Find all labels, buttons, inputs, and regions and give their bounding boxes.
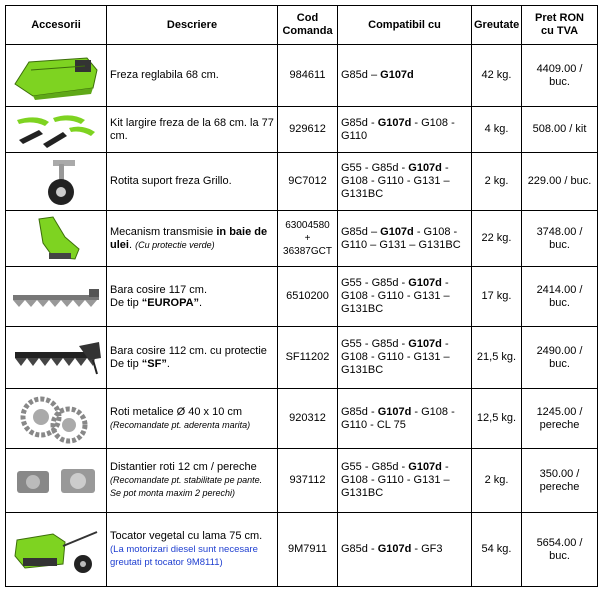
row-price: 229.00 / buc. (522, 153, 598, 211)
header-row (6, 6, 598, 45)
row-weight: 42 kg. (472, 45, 522, 107)
header-pret: Pret RON cu TVA (522, 6, 598, 45)
header-descriere: Descriere (107, 6, 278, 45)
table-row (6, 107, 598, 153)
header-cod: Cod Comanda (278, 6, 338, 45)
table-row (6, 267, 598, 327)
row-compatibility: G55 - G85d - G107d - G108 - G110 - G131 – G131BC (338, 153, 472, 211)
row-compatibility: G85d – G107d (338, 45, 472, 107)
row-code: SF11202 (278, 327, 338, 389)
row-description: Mecanism transmisie in baie de ulei. (Cu protectie verde) (107, 211, 278, 267)
row-weight: 4 kg. (472, 107, 522, 153)
support-wheel-image (6, 153, 107, 211)
table-row (6, 45, 598, 107)
row-price: 1245.00 / pereche (522, 389, 598, 449)
row-weight: 17 kg. (472, 267, 522, 327)
row-code: 984611 (278, 45, 338, 107)
accessories-table (5, 5, 598, 587)
row-code: 63004580 + 36387GCT (278, 211, 338, 267)
row-weight: 22 kg. (472, 211, 522, 267)
transmission-image (6, 211, 107, 267)
row-compatibility: G85d - G107d - G108 - G110 (338, 107, 472, 153)
row-weight: 12,5 kg. (472, 389, 522, 449)
table-row (6, 153, 598, 211)
row-weight: 2 kg. (472, 449, 522, 513)
row-compatibility: G85d - G107d - GF3 (338, 513, 472, 587)
extension-kit-image (6, 107, 107, 153)
row-description: Freza reglabila 68 cm. (107, 45, 278, 107)
header-accesorii: Accesorii (6, 6, 107, 45)
row-weight: 21,5 kg. (472, 327, 522, 389)
tiller-image (6, 45, 107, 107)
row-code: 9C7012 (278, 153, 338, 211)
cutter-bar-europa-image (6, 267, 107, 327)
row-description: Rotita suport freza Grillo. (107, 153, 278, 211)
row-description: Kit largire freza de la 68 cm. la 77 cm. (107, 107, 278, 153)
row-code: 9M7911 (278, 513, 338, 587)
table-row (6, 513, 598, 587)
row-compatibility: G85d – G107d - G108 - G110 – G131 – G131BC (338, 211, 472, 267)
row-code: 937112 (278, 449, 338, 513)
metal-wheels-image (6, 389, 107, 449)
wheel-spacer-image (6, 449, 107, 513)
table-row (6, 389, 598, 449)
row-description: Distantier roti 12 cm / pereche (Recomandate pt. stabilitate pe pante. Se pot monta maxim 2 perechi) (107, 449, 278, 513)
row-price: 2490.00 / buc. (522, 327, 598, 389)
row-compatibility: G85d - G107d - G108 - G110 - CL 75 (338, 389, 472, 449)
row-price: 3748.00 / buc. (522, 211, 598, 267)
row-code: 920312 (278, 389, 338, 449)
row-compatibility: G55 - G85d - G107d - G108 - G110 - G131 – G131BC (338, 327, 472, 389)
table-row (6, 211, 598, 267)
row-price: 2414.00 / buc. (522, 267, 598, 327)
row-description: Bara cosire 117 cm. De tip “EUROPA”. (107, 267, 278, 327)
table-row (6, 449, 598, 513)
row-price: 350.00 / pereche (522, 449, 598, 513)
table-row (6, 327, 598, 389)
mulcher-image (6, 513, 107, 587)
row-code: 6510200 (278, 267, 338, 327)
row-price: 4409.00 / buc. (522, 45, 598, 107)
row-weight: 54 kg. (472, 513, 522, 587)
row-code: 929612 (278, 107, 338, 153)
cutter-bar-sf-image (6, 327, 107, 389)
header-greutate: Greutate (472, 6, 522, 45)
row-description: Bara cosire 112 cm. cu protectie De tip “SF”. (107, 327, 278, 389)
row-description: Roti metalice Ø 40 x 10 cm (Recomandate pt. aderenta marita) (107, 389, 278, 449)
row-weight: 2 kg. (472, 153, 522, 211)
row-compatibility: G55 - G85d - G107d - G108 - G110 - G131 – G131BC (338, 267, 472, 327)
row-description: Tocator vegetal cu lama 75 cm. (La motorizari diesel sunt necesare greutati pt tocator 9M8111) (107, 513, 278, 587)
row-price: 5654.00 / buc. (522, 513, 598, 587)
header-compatibil: Compatibil cu (338, 6, 472, 45)
row-price: 508.00 / kit (522, 107, 598, 153)
row-compatibility: G55 - G85d - G107d - G108 - G110 - G131 – G131BC (338, 449, 472, 513)
